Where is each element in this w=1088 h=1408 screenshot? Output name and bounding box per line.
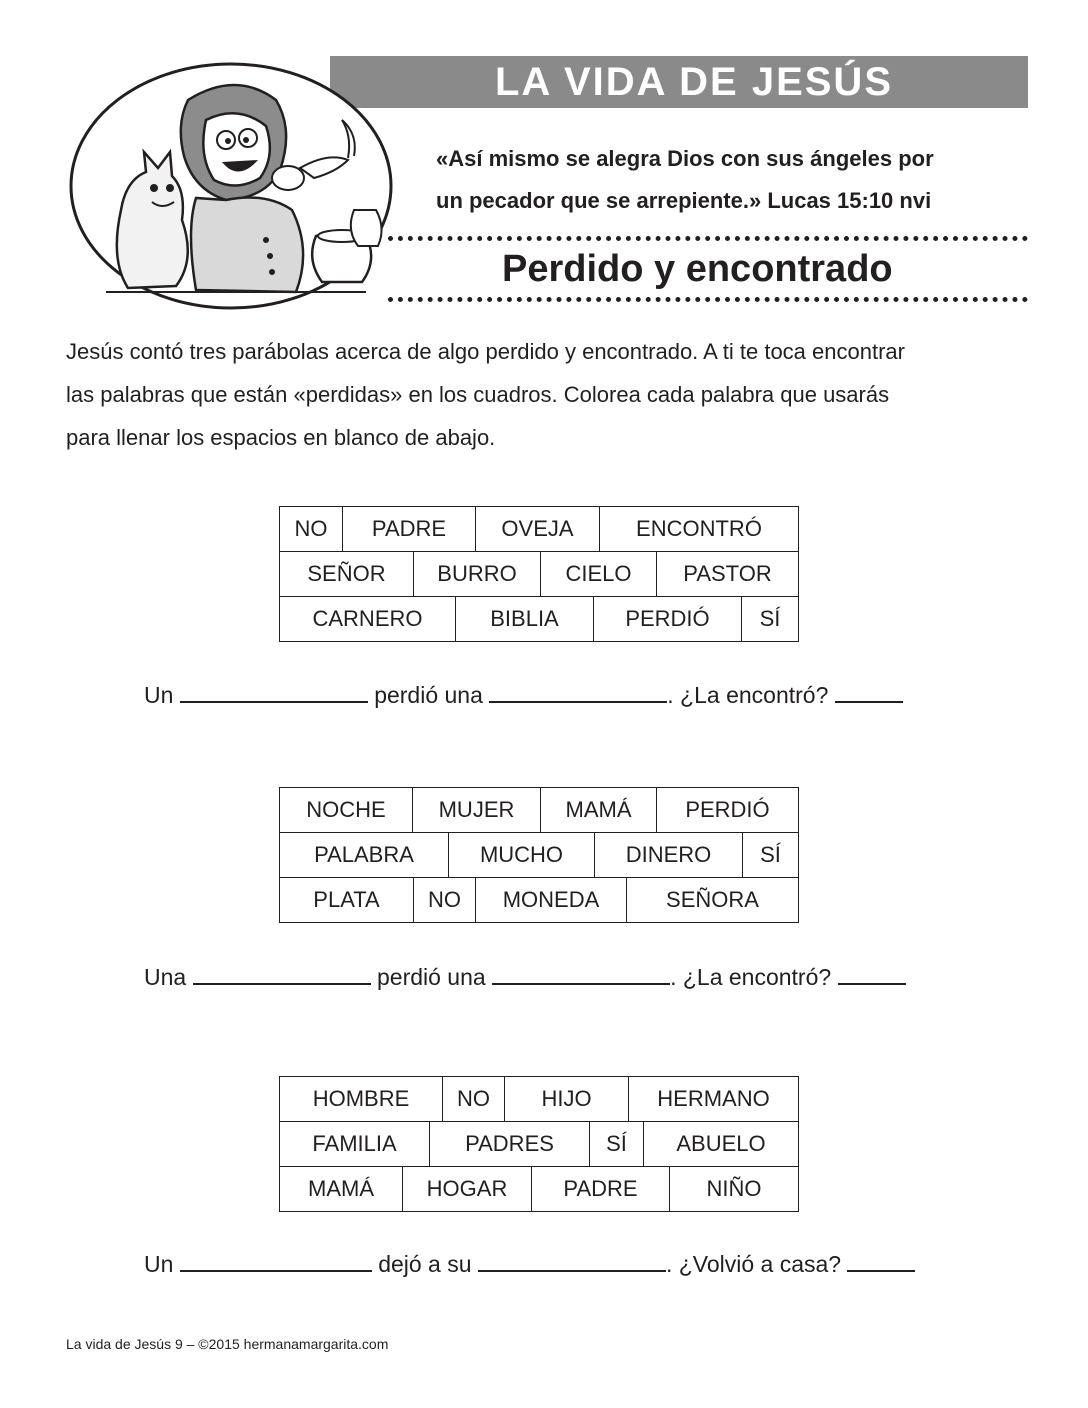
grid-row [280, 1077, 798, 1121]
word-cell[interactable]: MONEDA [475, 878, 626, 922]
word-cell[interactable]: CARNERO [312, 606, 423, 631]
sentence-word: Un [144, 1251, 174, 1277]
word-cell[interactable]: SÍ [742, 833, 798, 877]
word-cell[interactable]: PADRE [531, 1167, 669, 1211]
word-cell[interactable]: NO [413, 878, 475, 922]
sentence-word: dejó a su [378, 1251, 472, 1277]
dotted-divider-top [388, 236, 1028, 241]
word-cell[interactable]: FAMILIA [312, 1131, 397, 1156]
word-cell[interactable]: CIELO [540, 552, 656, 596]
verse-line-1: «Así mismo se alegra Dios con sus ángeles por [436, 146, 934, 171]
word-cell[interactable]: NO [442, 1077, 504, 1121]
grid-row [280, 596, 798, 641]
word-cell[interactable]: PALABRA [314, 842, 414, 867]
word-cell[interactable]: NOCHE [306, 797, 386, 822]
sentence-question: . ¿Volvió a casa? [665, 1251, 842, 1277]
sentence-question: . ¿La encontró? [670, 964, 832, 990]
grid-row [280, 832, 798, 877]
instructions-line-3: para llenar los espacios en blanco de abajo. [66, 425, 496, 450]
instructions-line-1: Jesús contó tres parábolas acerca de algo perdido y encontrado. A ti te toca encontrar [66, 339, 905, 364]
word-grid-3 [279, 1076, 799, 1212]
answer-blank[interactable] [489, 683, 667, 703]
word-cell[interactable]: PERDIÓ [593, 597, 741, 641]
answer-blank[interactable] [838, 965, 906, 985]
word-cell[interactable]: NIÑO [669, 1167, 798, 1211]
answer-blank[interactable] [478, 1252, 666, 1272]
fill-in-sentence-1 [144, 682, 903, 709]
word-cell[interactable]: PADRES [429, 1122, 589, 1166]
sentence-question: . ¿La encontró? [667, 682, 829, 708]
word-cell[interactable]: ABUELO [643, 1122, 798, 1166]
word-cell[interactable]: HERMANO [628, 1077, 798, 1121]
word-cell[interactable]: SEÑORA [626, 878, 798, 922]
answer-blank[interactable] [180, 1252, 372, 1272]
grid-row [280, 788, 798, 832]
word-cell[interactable]: SEÑOR [307, 561, 386, 586]
answer-blank[interactable] [193, 965, 371, 985]
word-cell[interactable]: HOMBRE [312, 1086, 410, 1111]
answer-blank[interactable] [835, 683, 903, 703]
word-cell[interactable]: DINERO [594, 833, 742, 877]
grid-row [280, 507, 798, 551]
word-cell[interactable]: HOGAR [402, 1167, 531, 1211]
word-cell[interactable]: MAMÁ [308, 1176, 374, 1201]
word-grid-1 [279, 506, 799, 642]
word-cell[interactable]: PASTOR [656, 552, 798, 596]
woman-with-lamp-illustration [66, 60, 396, 312]
footer-credit: La vida de Jesús 9 – ©2015 hermanamargarita.com [66, 1336, 389, 1352]
bible-verse [436, 138, 1036, 222]
sentence-word: Una [144, 964, 187, 990]
banner [330, 56, 1028, 108]
word-cell[interactable]: PERDIÓ [656, 788, 798, 832]
word-cell[interactable]: OVEJA [475, 507, 599, 551]
dotted-divider-bottom [388, 297, 1028, 302]
word-cell[interactable]: NO [294, 516, 328, 541]
word-cell[interactable]: MUCHO [448, 833, 594, 877]
grid-row [280, 1166, 798, 1211]
word-cell[interactable]: MUJER [412, 788, 540, 832]
grid-row [280, 551, 798, 596]
word-cell[interactable]: HIJO [504, 1077, 628, 1121]
word-cell[interactable]: PADRE [342, 507, 475, 551]
grid-row [280, 877, 798, 922]
word-cell[interactable]: PLATA [313, 887, 380, 912]
answer-blank[interactable] [492, 965, 670, 985]
word-cell[interactable]: MAMÁ [540, 788, 656, 832]
word-cell[interactable]: ENCONTRÓ [599, 507, 798, 551]
banner-title: LA VIDA DE JESÚS [495, 60, 893, 104]
sentence-word: Un [144, 682, 174, 708]
word-cell[interactable]: SÍ [589, 1122, 643, 1166]
word-cell[interactable]: BIBLIA [455, 597, 593, 641]
sentence-word: perdió una [374, 682, 483, 708]
verse-line-2: un pecador que se arrepiente.» Lucas 15:10 nvi [436, 188, 932, 213]
sentence-word: perdió una [376, 964, 486, 990]
fill-in-sentence-3 [144, 1251, 915, 1278]
fill-in-sentence-2 [144, 964, 906, 991]
word-cell[interactable]: SÍ [741, 597, 798, 641]
grid-row [280, 1121, 798, 1166]
word-grid-2 [279, 787, 799, 923]
answer-blank[interactable] [180, 683, 368, 703]
answer-blank[interactable] [847, 1252, 915, 1272]
word-cell[interactable]: BURRO [413, 552, 540, 596]
instructions-line-2: las palabras que están «perdidas» en los cuadros. Colorea cada palabra que usarás [66, 382, 890, 407]
instructions-paragraph [66, 330, 1026, 459]
lesson-title: Perdido y encontrado [502, 248, 893, 290]
